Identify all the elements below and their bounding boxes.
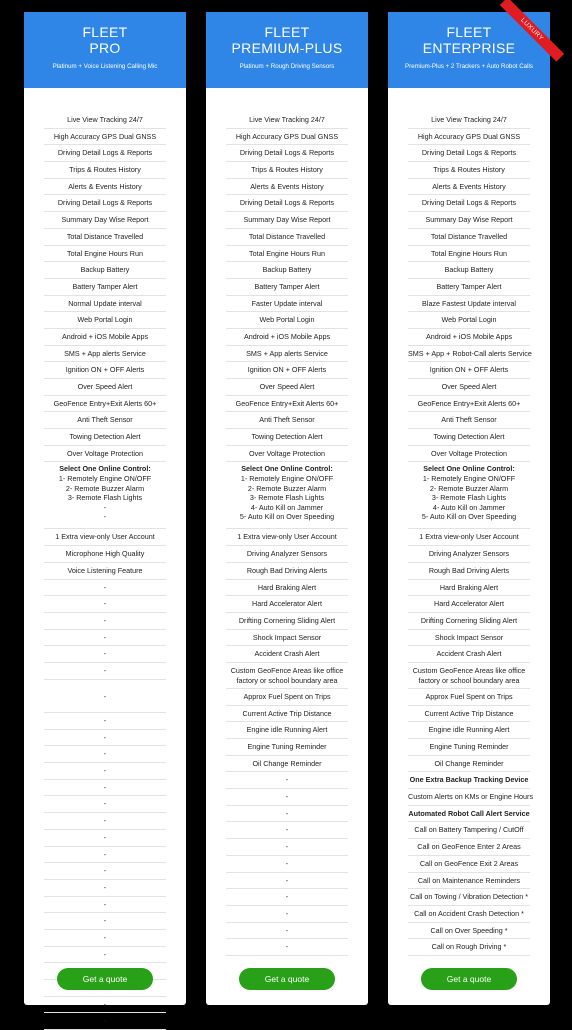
feature-line: Custom GeoFence Areas like office [412, 665, 526, 675]
feature-row: 1 Extra view-only User Account [408, 529, 530, 546]
feature-row: Backup Battery [408, 262, 530, 279]
feature-row: Blaze Fastest Update interval [408, 296, 530, 313]
feature-line: factory or school boundary area [236, 675, 338, 685]
feature-row: Microphone High Quality [44, 546, 166, 563]
plan-title-line2: ENTERPRISE [422, 40, 516, 56]
feature-row: - [44, 997, 166, 1014]
feature-row: Anti Theft Sensor [408, 412, 530, 429]
online-control-option: - [103, 502, 107, 512]
plan-card-1 [206, 12, 368, 1005]
online-control-heading: Select One Online Control: [241, 464, 333, 474]
feature-row: Call on Maintenance Reminders [408, 873, 530, 890]
online-control-option: 5- Auto Kill on Over Speeding [421, 512, 517, 522]
feature-row: - [226, 789, 348, 806]
feature-row: - [44, 930, 166, 947]
feature-row: Engine Tuning Reminder [408, 739, 530, 756]
feature-row: - [44, 763, 166, 780]
feature-row: Total Engine Hours Run [44, 246, 166, 263]
feature-row: GeoFence Entry+Exit Alerts 60+ [226, 396, 348, 413]
plan-header [24, 12, 186, 88]
feature-row: Total Engine Hours Run [226, 246, 348, 263]
feature-row: Automated Robot Call Alert Service [408, 806, 530, 823]
feature-row: - [226, 856, 348, 873]
feature-row: - [226, 839, 348, 856]
feature-row: Live View Tracking 24/7 [44, 112, 166, 129]
feature-row: Normal Update interval [44, 296, 166, 313]
feature-row: Battery Tamper Alert [44, 279, 166, 296]
feature-row: Android + iOS Mobile Apps [408, 329, 530, 346]
feature-row: Hard Braking Alert [226, 580, 348, 597]
feature-row: Total Distance Travelled [408, 229, 530, 246]
feature-row: GeoFence Entry+Exit Alerts 60+ [408, 396, 530, 413]
feature-row: Rough Bad Driving Alerts [408, 563, 530, 580]
feature-row: Call on Accident Crash Detection * [408, 906, 530, 923]
feature-row: High Accuracy GPS Dual GNSS [226, 129, 348, 146]
plan-card-0 [24, 12, 186, 1026]
feature-row: Hard Braking Alert [408, 580, 530, 597]
feature-row: Alerts & Events History [408, 179, 530, 196]
feature-row: - [226, 806, 348, 823]
feature-row: Trips & Routes History [226, 162, 348, 179]
plan-subtitle: Platinum + Rough Driving Sensors [239, 63, 335, 70]
feature-row: - [44, 830, 166, 847]
feature-row: Over Voltage Protection [226, 446, 348, 463]
feature-row: Hard Accelerator Alert [408, 596, 530, 613]
online-control-option: 2- Remote Buzzer Alarm [429, 483, 509, 493]
feature-row: Backup Battery [226, 262, 348, 279]
feature-row: - [44, 913, 166, 930]
feature-row: GeoFence Entry+Exit Alerts 60+ [44, 396, 166, 413]
feature-row: Call on Rough Driving * [408, 939, 530, 956]
feature-row: - [44, 580, 166, 597]
feature-row: Over Voltage Protection [44, 446, 166, 463]
feature-row: Oil Change Reminder [226, 756, 348, 773]
feature-row: Web Portal Login [226, 312, 348, 329]
feature-row: Summary Day Wise Report [44, 212, 166, 229]
feature-row: Towing Detection Alert [44, 429, 166, 446]
feature-row: Call on Battery Tampering / CutOff [408, 822, 530, 839]
feature-row: Engine idle Running Alert [226, 722, 348, 739]
feature-row: - [44, 1013, 166, 1030]
feature-row: Total Distance Travelled [226, 229, 348, 246]
online-control-option: 2- Remote Buzzer Alarm [65, 483, 145, 493]
feature-line: factory or school boundary area [418, 675, 520, 685]
feature-row: 1 Extra view-only User Account [44, 529, 166, 546]
online-control-option: 3- Remote Flash Lights [249, 493, 325, 503]
feature-row: SMS + App alerts Service [226, 346, 348, 363]
plan-subtitle: Platinum + Voice Listening Calling Mic [52, 63, 158, 70]
feature-row: Current Active Trip Distance [408, 706, 530, 723]
feature-row: Trips & Routes History [44, 162, 166, 179]
get-quote-button[interactable]: Get a quote [421, 968, 517, 990]
feature-row: - [44, 863, 166, 880]
feature-row: Trips & Routes History [408, 162, 530, 179]
online-control-option: 1- Remotely Engine ON/OFF [58, 474, 152, 484]
feature-row: - [226, 772, 348, 789]
feature-row: Shock Impact Sensor [226, 630, 348, 647]
feature-line: Custom GeoFence Areas like office [230, 665, 344, 675]
feature-row: - [226, 822, 348, 839]
feature-row: Faster Update interval [226, 296, 348, 313]
feature-row: - [44, 780, 166, 797]
plan-title-line1: FLEET [82, 24, 128, 40]
feature-row: Custom Alerts on KMs or Engine Hours [408, 789, 530, 806]
feature-row: Accident Crash Alert [226, 646, 348, 663]
luxury-ribbon: LUXURY [500, 0, 564, 62]
plan-subtitle: Premium-Plus + 2 Trackers + Auto Robot Calls [405, 63, 533, 70]
feature-row: Alerts & Events History [44, 179, 166, 196]
plan-title-line1: FLEET [446, 24, 492, 40]
feature-row: Rough Bad Driving Alerts [226, 563, 348, 580]
feature-row: Drifting Cornering Sliding Alert [226, 613, 348, 630]
feature-row: Driving Detail Logs & Reports [226, 195, 348, 212]
feature-row: Towing Detection Alert [408, 429, 530, 446]
feature-row: - [44, 680, 166, 713]
feature-row: Alerts & Events History [226, 179, 348, 196]
feature-row: Android + iOS Mobile Apps [44, 329, 166, 346]
feature-row: Approx Fuel Spent on Trips [226, 689, 348, 706]
feature-row: - [44, 746, 166, 763]
feature-row: Ignition ON + OFF Alerts [44, 362, 166, 379]
feature-row: - [44, 713, 166, 730]
feature-row: Driving Detail Logs & Reports [226, 145, 348, 162]
feature-row: Call on Over Speeding * [408, 923, 530, 940]
plan-title-line2: PRO [89, 40, 121, 56]
feature-row: Over Voltage Protection [408, 446, 530, 463]
feature-row: Voice Listening Feature [44, 563, 166, 580]
feature-row: - [44, 880, 166, 897]
feature-row: - [226, 923, 348, 940]
feature-row: Summary Day Wise Report [408, 212, 530, 229]
feature-row: - [44, 847, 166, 864]
feature-row: - [44, 646, 166, 663]
feature-row: Backup Battery [44, 262, 166, 279]
feature-row: Approx Fuel Spent on Trips [408, 689, 530, 706]
feature-row: Over Speed Alert [44, 379, 166, 396]
online-control-option: 5- Auto Kill on Over Speeding [239, 512, 335, 522]
feature-row: Web Portal Login [408, 312, 530, 329]
feature-row: Ignition ON + OFF Alerts [408, 362, 530, 379]
feature-row: SMS + App alerts Service [44, 346, 166, 363]
online-control-block [44, 462, 166, 529]
feature-row: High Accuracy GPS Dual GNSS [408, 129, 530, 146]
plan-title-line1: FLEET [264, 24, 310, 40]
online-control-block [408, 462, 530, 529]
feature-row-multiline [408, 663, 530, 689]
online-control-option: 4- Auto Kill on Jammer [432, 502, 506, 512]
plan-header [388, 12, 550, 88]
plan-header [206, 12, 368, 88]
feature-row: Current Active Trip Distance [226, 706, 348, 723]
online-control-option: 1- Remotely Engine ON/OFF [422, 474, 516, 484]
feature-row: - [226, 889, 348, 906]
online-control-option: 2- Remote Buzzer Alarm [247, 483, 327, 493]
feature-row: Driving Detail Logs & Reports [408, 195, 530, 212]
online-control-heading: Select One Online Control: [59, 464, 151, 474]
feature-row: Shock Impact Sensor [408, 630, 530, 647]
feature-row: - [44, 663, 166, 680]
feature-row: Anti Theft Sensor [44, 412, 166, 429]
feature-row: Hard Accelerator Alert [226, 596, 348, 613]
feature-row: - [44, 730, 166, 747]
online-control-option: 1- Remotely Engine ON/OFF [240, 474, 334, 484]
feature-row: Driving Detail Logs & Reports [44, 195, 166, 212]
feature-row: One Extra Backup Tracking Device [408, 772, 530, 789]
feature-row: Driving Detail Logs & Reports [44, 145, 166, 162]
feature-row: Call on GeoFence Exit 2 Areas [408, 856, 530, 873]
feature-row: - [44, 947, 166, 964]
online-control-option: 3- Remote Flash Lights [67, 493, 143, 503]
feature-row: Live View Tracking 24/7 [408, 112, 530, 129]
online-control-option: 3- Remote Flash Lights [431, 493, 507, 503]
feature-row: Over Speed Alert [408, 379, 530, 396]
feature-row: Driving Analyzer Sensors [408, 546, 530, 563]
feature-row: Drifting Cornering Sliding Alert [408, 613, 530, 630]
feature-row-multiline [226, 663, 348, 689]
feature-list [226, 112, 348, 956]
feature-row: Ignition ON + OFF Alerts [226, 362, 348, 379]
feature-row: Engine idle Running Alert [408, 722, 530, 739]
feature-row: Total Engine Hours Run [408, 246, 530, 263]
feature-row: - [44, 897, 166, 914]
plan-title-line2: PREMIUM-PLUS [231, 40, 343, 56]
feature-row: Web Portal Login [44, 312, 166, 329]
feature-row: Battery Tamper Alert [408, 279, 530, 296]
get-quote-button[interactable]: Get a quote [57, 968, 153, 990]
feature-row: Summary Day Wise Report [226, 212, 348, 229]
feature-row: Towing Detection Alert [226, 429, 348, 446]
feature-row: 1 Extra view-only User Account [226, 529, 348, 546]
feature-row: Android + iOS Mobile Apps [226, 329, 348, 346]
feature-row: Oil Change Reminder [408, 756, 530, 773]
feature-list [408, 112, 534, 956]
feature-row: - [44, 596, 166, 613]
feature-row: High Accuracy GPS Dual GNSS [44, 129, 166, 146]
online-control-block [226, 462, 348, 529]
feature-row: Call on GeoFence Enter 2 Areas [408, 839, 530, 856]
feature-row: - [226, 906, 348, 923]
feature-row: Anti Theft Sensor [226, 412, 348, 429]
feature-row: - [226, 939, 348, 956]
feature-row: - [44, 613, 166, 630]
online-control-heading: Select One Online Control: [423, 464, 515, 474]
feature-row: Driving Detail Logs & Reports [408, 145, 530, 162]
feature-row: - [44, 796, 166, 813]
online-control-option: 4- Auto Kill on Jammer [250, 502, 324, 512]
feature-row: - [44, 813, 166, 830]
feature-row: Live View Tracking 24/7 [226, 112, 348, 129]
feature-row: - [226, 873, 348, 890]
plan-card-2 [388, 12, 550, 1005]
feature-row: Battery Tamper Alert [226, 279, 348, 296]
feature-row: - [44, 630, 166, 647]
feature-row: Driving Analyzer Sensors [226, 546, 348, 563]
get-quote-button[interactable]: Get a quote [239, 968, 335, 990]
online-control-option: - [103, 512, 107, 522]
feature-row: Accident Crash Alert [408, 646, 530, 663]
feature-row: Total Distance Travelled [44, 229, 166, 246]
feature-row: SMS + App + Robot-Call alerts Service [408, 346, 530, 363]
feature-row: Engine Tuning Reminder [226, 739, 348, 756]
feature-row: Over Speed Alert [226, 379, 348, 396]
feature-list [44, 112, 166, 1030]
feature-row: Call on Towing / Vibration Detection * [408, 889, 530, 906]
